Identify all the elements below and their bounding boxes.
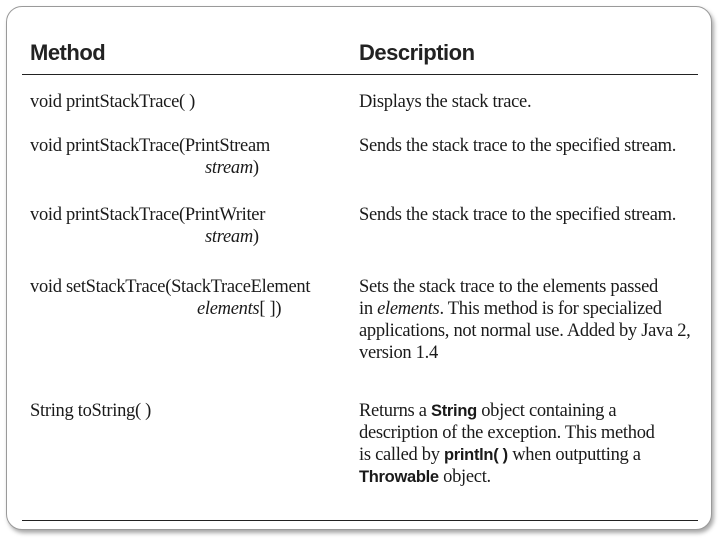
table-row-method [30, 135, 270, 179]
method-signature: String toString( ) [30, 401, 152, 421]
description-fragment: . This method is for specialized [439, 299, 662, 319]
table-bottom-rule [22, 520, 698, 521]
method-signature: void printStackTrace(PrintWriter [30, 205, 266, 225]
param-name: stream [205, 227, 253, 247]
method-signature: void printStackTrace(PrintStream [30, 136, 270, 156]
code-term: Throwable [359, 468, 439, 486]
param-name: stream [205, 158, 253, 178]
description-fragment: is called by [359, 445, 444, 465]
method-signature: void printStackTrace( ) [30, 92, 196, 112]
description-text [359, 444, 655, 466]
param-name: elements [197, 299, 260, 319]
description-fragment: object containing a [476, 401, 617, 421]
description-fragment: Returns a [359, 401, 432, 421]
table-row-description [359, 276, 690, 364]
header-divider [22, 74, 698, 75]
method-signature-cont [30, 298, 310, 320]
method-signature-cont [30, 157, 270, 179]
description-text [359, 466, 655, 488]
table-row-method [30, 276, 310, 320]
table-row-method [30, 400, 151, 422]
code-term: println( ) [443, 446, 508, 464]
description-text: Sends the stack trace to the specified stream. [359, 205, 677, 225]
description-text: Sets the stack trace to the elements passed [359, 277, 658, 297]
table-row-description [359, 91, 531, 113]
table-row-method [30, 204, 265, 248]
description-text [359, 400, 655, 422]
method-column-header: Method [30, 40, 106, 65]
description-text: version 1.4 [359, 343, 438, 363]
method-signature-cont [30, 226, 265, 248]
description-fragment: in [359, 299, 378, 319]
table-row-description [359, 204, 676, 226]
description-column-header: Description [359, 40, 475, 65]
code-term: String [431, 402, 477, 420]
table-row-description [359, 400, 655, 488]
description-fragment: when outputting a [507, 445, 641, 465]
description-text [359, 298, 690, 320]
param-close: ) [252, 227, 259, 247]
description-text: applications, not normal use. Added by Java 2, [359, 321, 691, 341]
method-signature: void setStackTrace(StackTraceElement [30, 277, 311, 297]
description-text: Displays the stack trace. [359, 92, 532, 112]
description-text: Sends the stack trace to the specified stream. [359, 136, 677, 156]
table-row-method [30, 91, 195, 113]
param-close: ) [252, 158, 259, 178]
description-italic-term: elements [377, 299, 440, 319]
description-text: description of the exception. This method [359, 423, 655, 443]
param-close: [ ]) [259, 299, 282, 319]
description-fragment: object. [438, 467, 491, 487]
table-row-description [359, 135, 676, 157]
